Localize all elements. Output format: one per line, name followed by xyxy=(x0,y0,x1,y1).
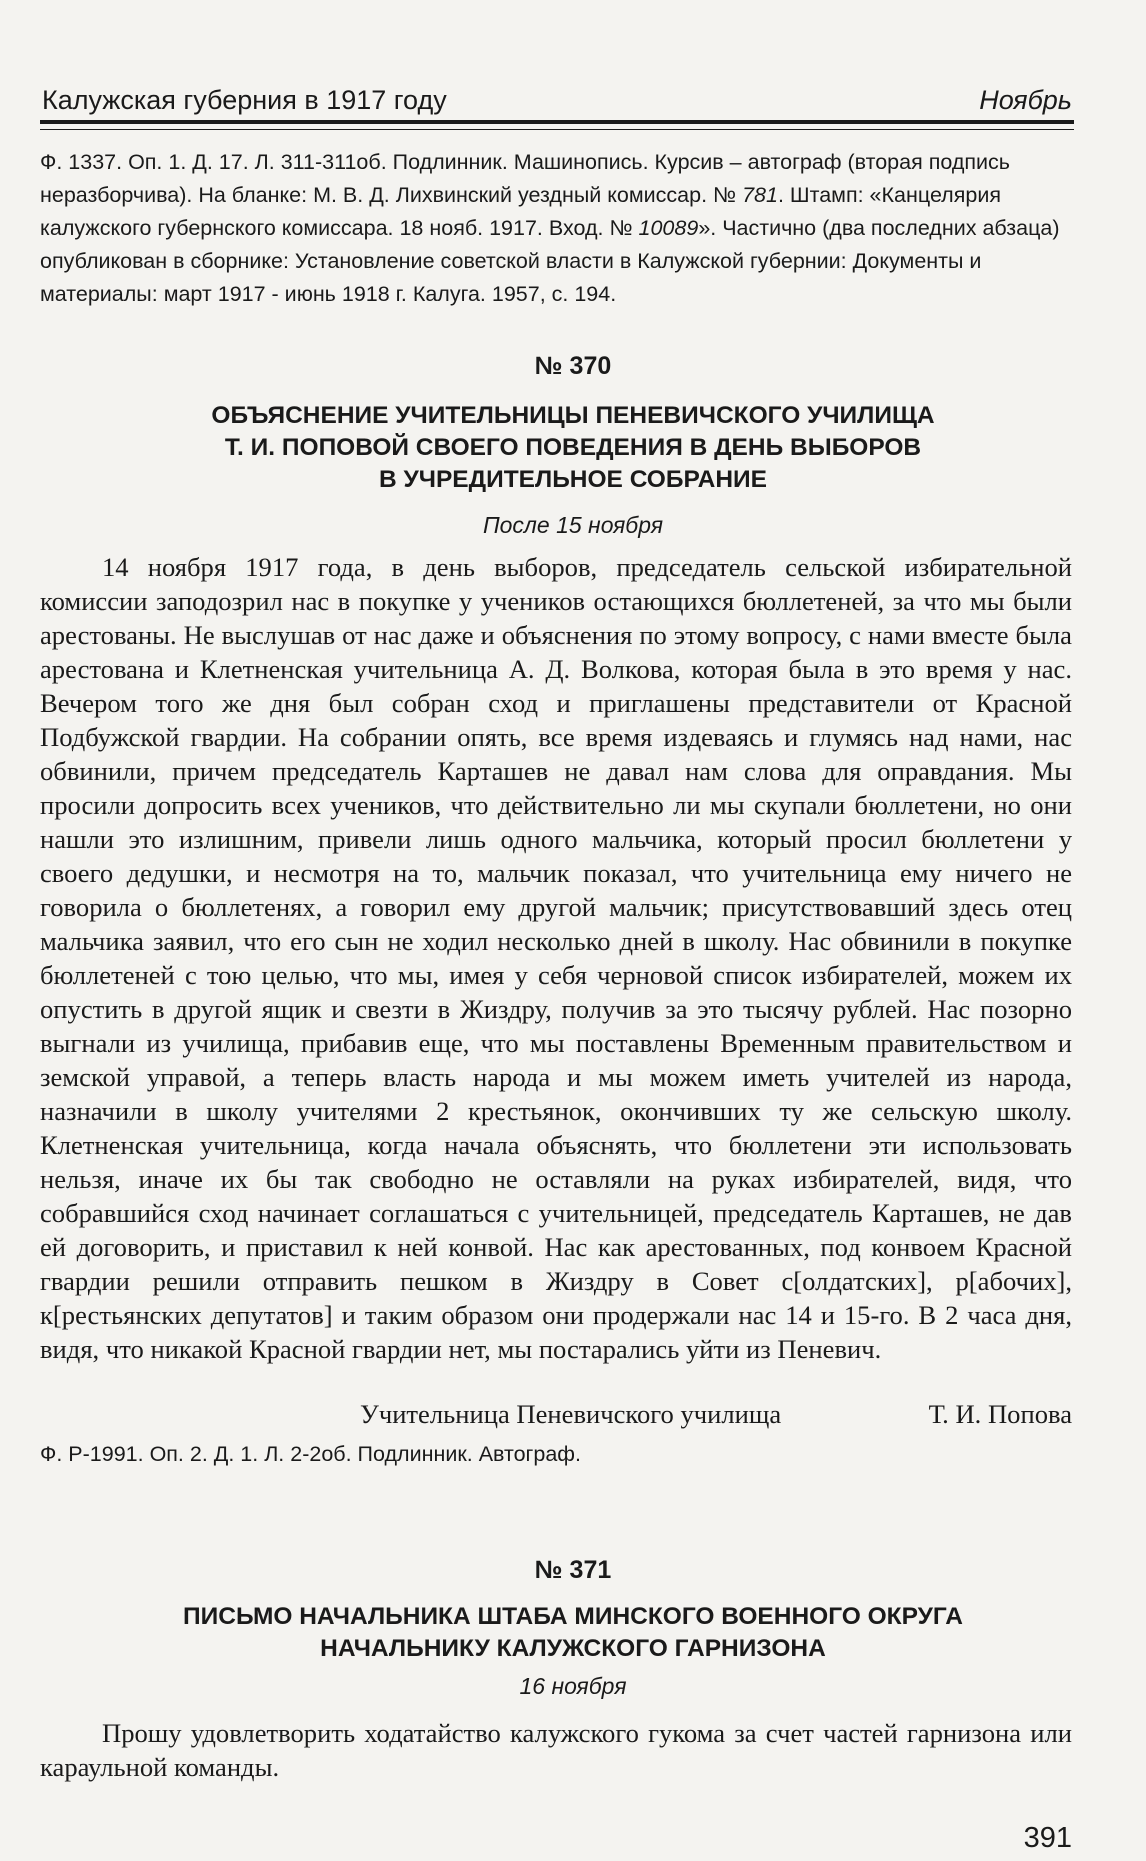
source-note-370: Ф. Р-1991. Оп. 2. Д. 1. Л. 2-2об. Подлинник. Автограф. xyxy=(40,1442,581,1466)
document-body-371: Прошу удовлетворить ходатайство калужского гукома за счет частей гарнизона или караульной команды. xyxy=(40,1718,1072,1782)
header-rule-thin xyxy=(40,129,1074,130)
signature-line xyxy=(360,1399,1072,1430)
document-number-371: № 371 xyxy=(534,1556,612,1584)
signature-name: Т. И. Попова xyxy=(928,1399,1072,1429)
header-month: Ноябрь xyxy=(979,85,1072,115)
header-rule-thick xyxy=(40,120,1074,124)
document-date-370: После 15 ноября xyxy=(482,512,664,538)
document-title-370: ОБЪЯСНЕНИЕ УЧИТЕЛЬНИЦЫ ПЕНЕВИЧСКОГО УЧИЛИЩА Т. И. ПОПОВОЙ СВОЕГО ПОВЕДЕНИЯ В ДЕНЬ ВЫБОРОВ В УЧРЕДИТЕЛЬНОЕ СОБРАНИЕ xyxy=(211,402,935,493)
running-header xyxy=(42,72,1072,116)
document-body-370: 14 ноября 1917 года, в день выборов, председатель сельской избирательной комиссии заподозрил нас в покупке у учеников остающихся бюллетеней, за что мы были арестованы. Не выслушав от нас даже и объяснения по этому вопросу, с нами вместе была арестована и Клетненская учительница А. Д. Волкова, которая была в это время у нас. Вечером того же дня был собран сход и приглашены представители от Красной Подбужской гвардии. На собрании опять, все время издеваясь и глумясь над нами, нас обвинили, причем председатель Карташев не давал нам слова для оправдания. Мы просили допросить всех учеников, что действительно ли мы скупали бюллетени, но они нашли это излишним, привели лишь одного мальчика, который просил бюллетени у своего дедушки, и несмотря на то, мальчик показал, что учительница ему ничего не говорила о бюллетенях, а говорил ему другой мальчик; присутствовавший здесь отец мальчика заявил, что его сын не ходил несколько дней в школу. Нас обвинили в покупке бюллетеней с тою целью, что мы, имея у себя черновой список избирателей, можем их опустить в другой ящик и свезти в Жиздру, получив за это тысячу рублей. Нас позорно выгнали из училища, прибавив еще, что мы поставлены Временным правительством и земской управой, а теперь власть народа и мы можем иметь учителей из народа, назначили в школу учителями 2 крестьянок, окончивших ту же сельскую школу. Клетненская учительница, когда начала объяснять, что бюллетени эти использовать нельзя, иначе их бы так свободно не оставляли на руках избирателей, видя, что собравшийся сход начинает соглашаться с учительницей, председатель Карташев, не дав ей договорить, и приставил к ней конвой. Нас как арестованных, под конвоем Красной гвардии решили отправить пешком в Жиздру в Совет с[олдатских], р[абочих], к[рестьянских депутатов] и таким образом они продержали нас 14 и 15-го. В 2 часа дня, видя, что никакой Красной гвардии нет, мы постарались уйти из Пеневич. xyxy=(40,552,1072,1364)
document-number-370: № 370 xyxy=(534,352,612,380)
signature-role: Учительница Пеневичского училища xyxy=(360,1399,782,1429)
header-title: Калужская губерния в 1917 году xyxy=(42,85,447,115)
source-note-previous: Ф. 1337. Оп. 1. Д. 17. Л. 311-311об. Подлинник. Машинопись. Курсив – автограф (вторая подпись неразборчива). На бланке: М. В. Д. Лихвинский уездный комиссар. № 781. Штамп: «Канцелярия калужского губернского комиссара. 18 нояб. 1917. Вход. № 10089». Частично (два последних абзаца) опубликован в сборнике: Установление советской власти в Калужской губернии: Документы и материалы: март 1917 - июнь 1918 г. Калуга. 1957, с. 194. xyxy=(40,150,1060,306)
page-number: 391 xyxy=(1023,1822,1072,1854)
document-date-371: 16 ноября xyxy=(519,1673,627,1699)
document-title-371: ПИСЬМО НАЧАЛЬНИКА ШТАБА МИНСКОГО ВОЕННОГО ОКРУГА НАЧАЛЬНИКУ КАЛУЖСКОГО ГАРНИЗОНА xyxy=(183,1603,963,1662)
